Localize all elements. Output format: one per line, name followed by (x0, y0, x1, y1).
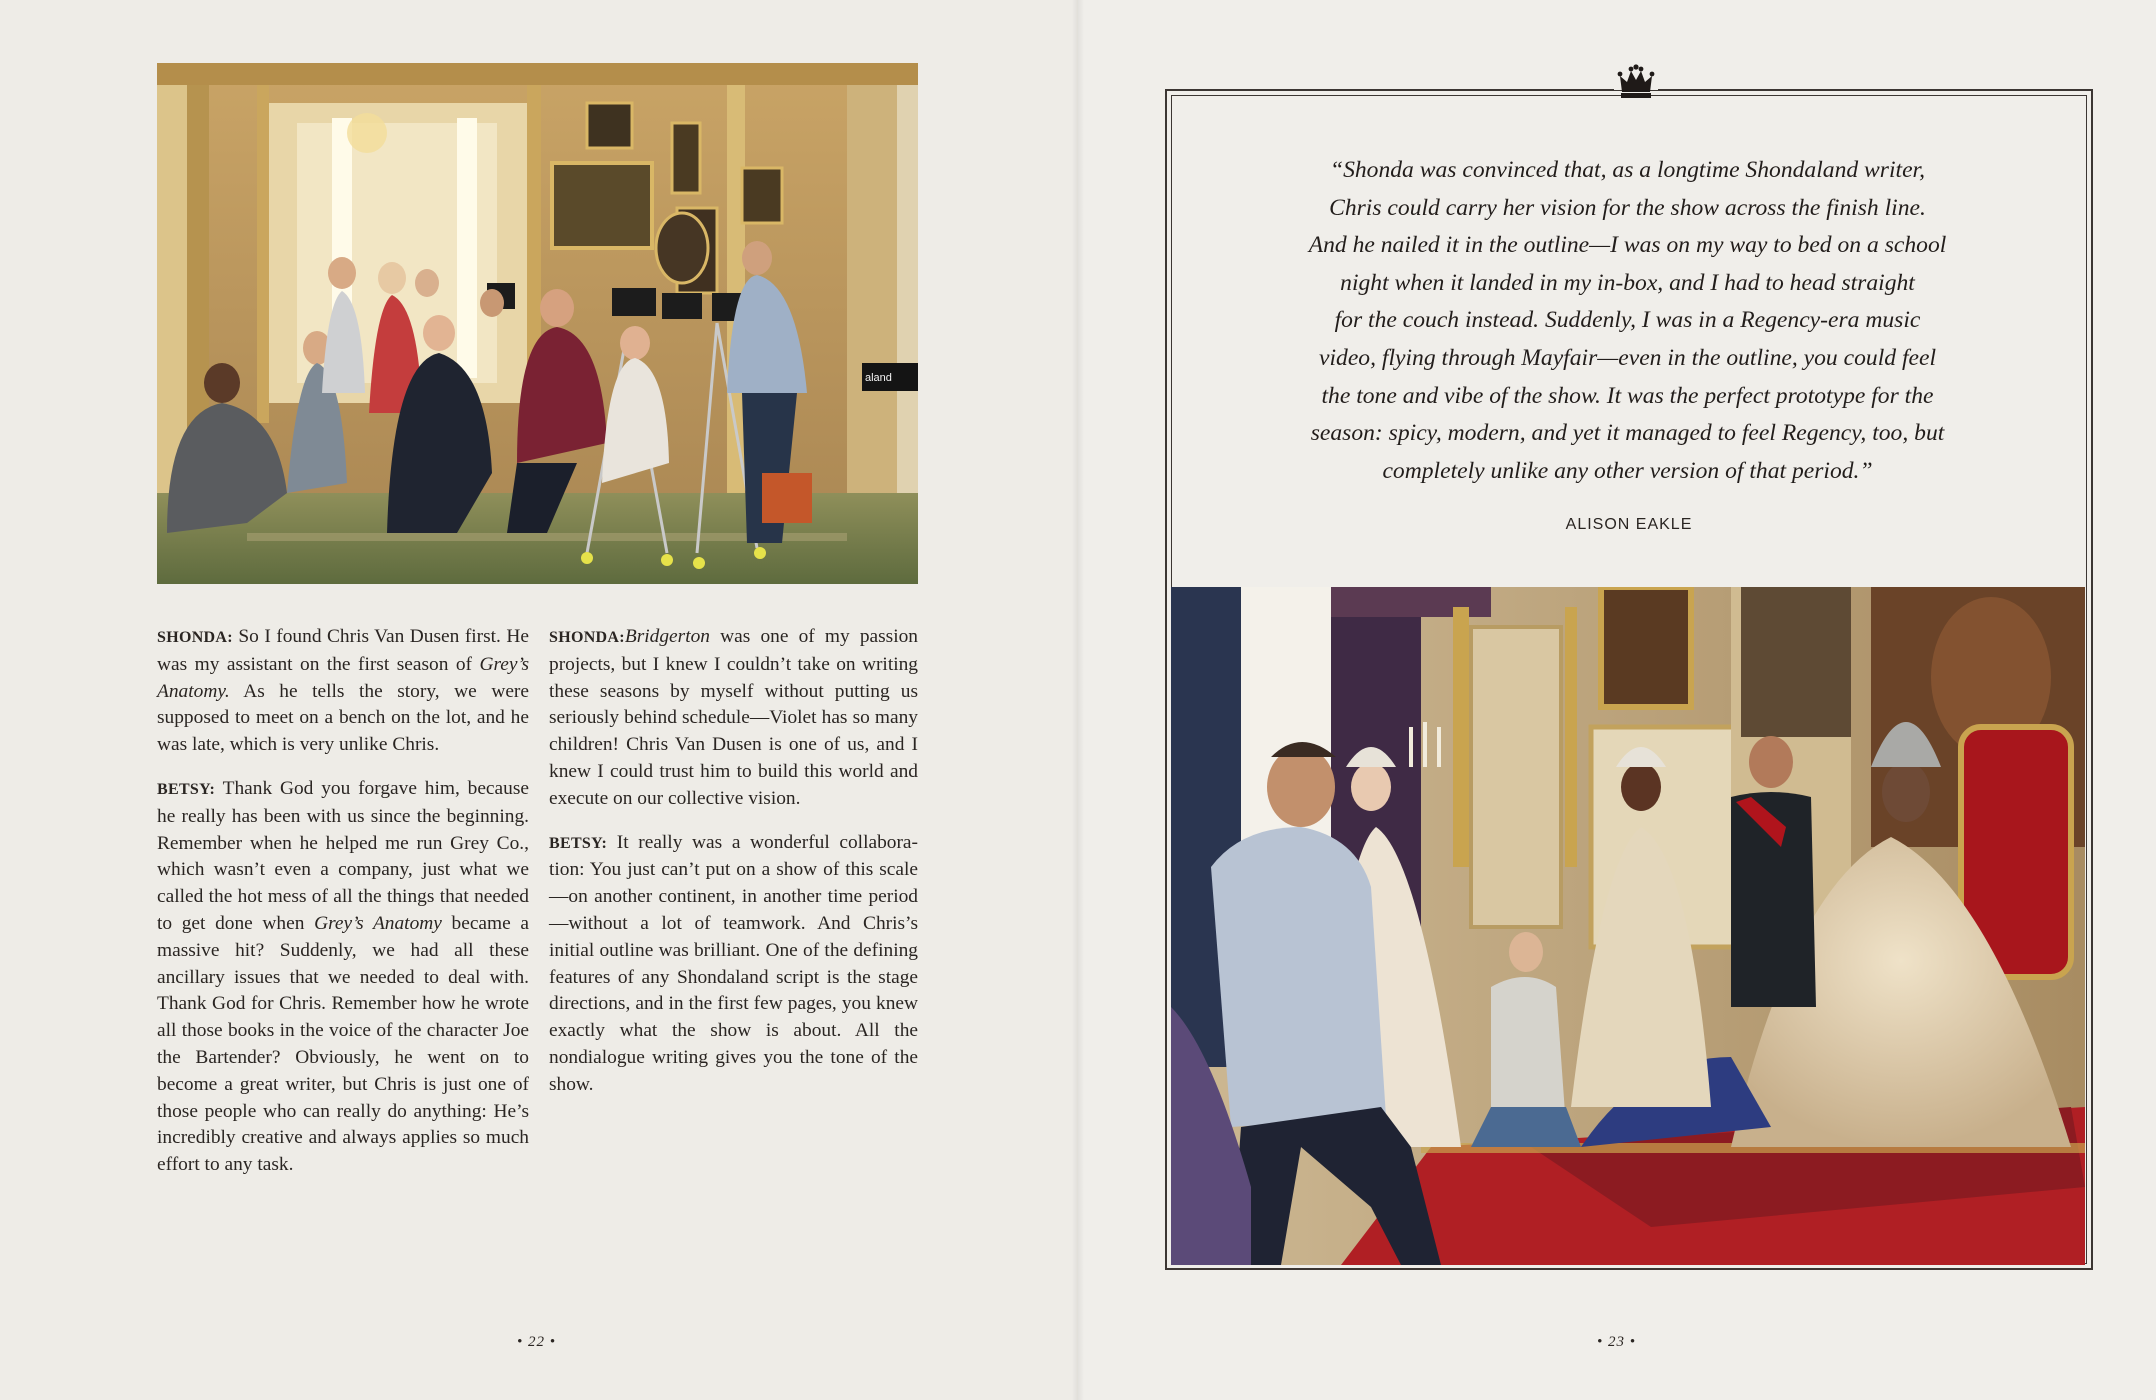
quote-line: completely unlike any other version of that period.” (1382, 457, 1873, 484)
quote-line: night when it landed in my in-box, and I had to head straight (1340, 269, 1915, 296)
text-column-2 (549, 624, 918, 1116)
paragraph (549, 624, 918, 813)
text-column-1 (157, 624, 529, 1196)
quote-line: for the couch instead. Suddenly, I was in a Regency-era music (1334, 307, 1921, 334)
quote-line: Chris could carry her vision for the show across the finish line. (1329, 194, 1926, 221)
paragraph (157, 624, 529, 759)
speaker-label: BETSY: (549, 834, 608, 852)
italic-title: Grey’s Anatomy. (157, 653, 529, 702)
chair-sign-text: aland (865, 372, 892, 384)
text-run: became a massive hit? Suddenly, we had all these ancillary issues that we needed to deal with. Thank God for Chris. Remember how he wrote all those books in the voice of the character Joe the Bartender? Obviously, he went on to become a great writer, but Chris is just one of those people who can really do anything: He’s incredibly creative and always applies so much effort to any task. (157, 912, 529, 1176)
pull-quote (1270, 152, 1985, 490)
queen-set-photo (1171, 587, 2085, 1265)
speaker-label: SHONDA: (549, 629, 625, 646)
quote-line: season: spicy, modern, and yet it managed to feel Regency, too, but (1310, 420, 1945, 447)
page-number-left: • 22 • (517, 1334, 557, 1350)
paragraph (157, 776, 529, 1179)
italic-title: Grey’s Anatomy (314, 912, 442, 934)
quote-line: video, flying through Mayfair—even in the outline, you could feel (1319, 344, 1936, 371)
book-gutter (1072, 0, 1084, 1400)
text-run: So I found Chris Van Dusen first. He was my assistant on the first season of (157, 626, 529, 675)
quote-line: “Shonda was convinced that, as a longtime Shondaland writer, (1329, 157, 1926, 183)
crew-at-monitors-photo (157, 63, 918, 584)
quote-line: And he nailed it in the outline—I was on my way to bed on a school (1308, 232, 1947, 259)
speaker-label: BETSY: (157, 780, 216, 798)
text-run: As he tells the story, we were supposed to meet on a bench on the lot, and he was late, which is very unlike Chris. (157, 680, 529, 756)
italic-title: Bridgerton (624, 626, 710, 647)
quote-attribution: ALISON EAKLE (1565, 516, 1693, 533)
quote-line: the tone and vibe of the show. It was the perfect prototype for the (1321, 382, 1934, 409)
page-number-right: • 23 • (1597, 1334, 1637, 1350)
text-run: Thank God you forgave him, because he really has been with us since the beginning. Remember when he helped me run Grey Co., which wasn’t even a company, just what we called the hot mess of all the things that needed to get done when (157, 777, 529, 934)
text-run: was one of my passion projects, but I knew I couldn’t take on writing these seasons by myself without putting us seriously behind schedule—Violet has so many children! Chris Van Dusen is one of us, and I knew I could trust him to build this world and execute on our collective vision. (549, 626, 918, 809)
paragraph (549, 830, 918, 1099)
speaker-label: SHONDA: (157, 629, 233, 646)
text-run: It really was a wonderful collaboration: You just can’t put on a show of this scale—on another continent, in another time period—without a lot of teamwork. And Chris’s initial outline was brilliant. One of the defining features of any Shondaland script is the stage directions, and in the first few pages, you knew exactly what the show is about. All the nondialogue writing gives you the tone of the show. (549, 831, 918, 1095)
crown-icon (1614, 62, 1658, 102)
